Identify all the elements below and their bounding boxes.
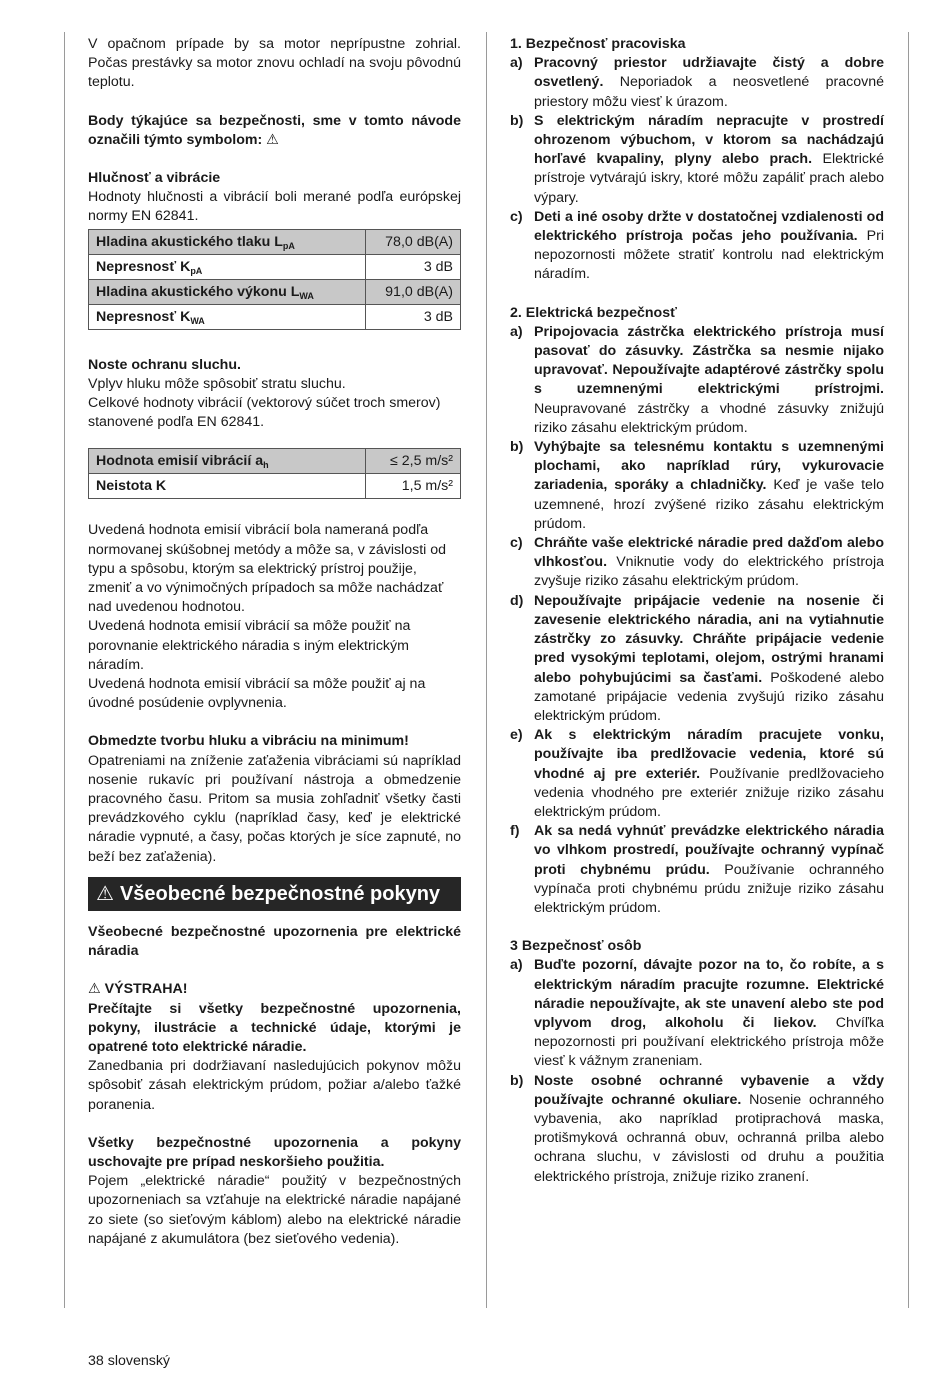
spec-value: 3 dB bbox=[366, 254, 461, 279]
list-marker: b) bbox=[510, 439, 524, 456]
table-row bbox=[89, 449, 461, 474]
list-item: a) Buďte pozorní, dávajte pozor na to, čo robíte, a s elektrickým náradím pracujte rozumne. Elektrické náradie nepoužívajte, ak ste unavení alebo ste pod vplyvom drog, alkoholu či liekov. Chvíľka nepozornosti pri používaní elektrického prístroja môže viesť k vážnym zraneniam. bbox=[510, 957, 884, 1070]
table-row bbox=[89, 279, 461, 304]
list-marker: a) bbox=[510, 55, 523, 72]
banner-title: Všeobecné bezpečnostné pokyny bbox=[119, 882, 441, 905]
list-marker: e) bbox=[510, 727, 523, 744]
spec-value: 1,5 m/s² bbox=[366, 474, 461, 499]
section-heading: 2. Elektrická bezpečnosť bbox=[510, 304, 677, 321]
list-item: b) S elektrickým náradím nepracujte v prostredí ohrozenom výbuchom, v ktorom sa nachádzajú horľavé kvapaliny, plyny alebo prach. Elektrické prístroje vytvárajú iskry, ktoré môžu zapáliť prach alebo výpary. bbox=[510, 112, 884, 206]
spec-label: Neistota K bbox=[89, 474, 366, 499]
left-margin-rule bbox=[64, 32, 65, 1308]
keep-instructions-text: Pojem „elektrické náradie“ použitý v bezpečnostných upozorneniach sa vzťahuje na elektrické náradie napájané zo siete (so sieťovým káblom) alebo na elektrické náradie napájané z akumulátora (bez sieťového vedenia). bbox=[88, 1173, 461, 1247]
left-column bbox=[88, 35, 461, 1249]
list-marker: c) bbox=[510, 208, 523, 225]
list-marker: b) bbox=[510, 1072, 524, 1089]
section-heading: 1. Bezpečnosť pracoviska bbox=[510, 36, 686, 52]
spec-label: Nepresnosť $K_{pA}$ bbox=[89, 254, 366, 279]
warning-bold: Prečítajte si všetky bezpečnostné upozornenia, pokyny, ilustrácie a technické údaje, ktorými je opatrené toto elektrické náradie. bbox=[88, 1000, 461, 1055]
general-heading: Všeobecné bezpečnostné upozornenia pre elektrické náradia bbox=[88, 923, 461, 960]
noise-heading: Hlučnosť a vibrácie bbox=[88, 170, 221, 187]
spec-value: 91,0 dB(A) bbox=[366, 279, 461, 304]
list-item: c) Chráňte vaše elektrické náradie pred dažďom alebo vlhkosťou. Vniknutie vody do elektrického prístroja zvyšuje riziko zásahu elektrickým prúdom. bbox=[510, 535, 884, 590]
right-column bbox=[510, 35, 884, 1187]
hearing-heading: Noste ochranu sluchu. bbox=[88, 356, 241, 373]
list-item: e) Ak s elektrickým náradím pracujete vonku, používajte iba predlžovacie vedenia, ktoré sú vhodné aj pre exteriér. Používanie predlžovacieho vedenia vhodného pre exteriér znižuje riziko zásahu elektrickým prúdom. bbox=[510, 727, 884, 820]
vibration-text-1: Uvedená hodnota emisií vibrácií bola nameraná podľa normovanej skúšobnej metódy a môže sa, v závislosti od typu a spôsobu, ktorým sa elektrický prístroj použije, zmeniť a vo výnimočných prípadoch sa môže nachádzať nad uvedenou hodnotou. bbox=[88, 522, 447, 616]
spec-label: Hodnota emisií vibrácií $a_h$ bbox=[89, 449, 366, 474]
table-row bbox=[89, 304, 461, 329]
spec-value: 3 dB bbox=[366, 304, 461, 329]
list-marker: c) bbox=[510, 535, 523, 552]
noise-table bbox=[88, 229, 461, 330]
list-item: d) Nepoužívajte pripájacie vedenie na nosenie či zavesenie elektrického náradia, ani na vytiahnutie zástrčky zo zásuvky. Chráňte pripájacie vedenie pred vysokými teplotami, olejom, ostrými hranami alebo pohybujúcimi sa časťami. Poškodené alebo zamotané pripájacie vedenia zvyšujú riziko zásahu elektrickým prúdom. bbox=[510, 592, 884, 724]
section-heading: 3 Bezpečnosť osôb bbox=[510, 938, 642, 955]
list-item: a) Pripojovacia zástrčka elektrického prístroja musí pasovať do zásuvky. Zástrčka sa nesmie nijako upravovať. Nepoužívajte adaptérové zástrčky spolu s uzemnenými elektrickými prístrojmi. Neupravované zástrčky a vhodné zásuvky znižujú riziko zásahu elektrickým prúdom. bbox=[510, 323, 884, 436]
warning-triangle-icon: ⚠ bbox=[96, 882, 114, 905]
spec-label: Hladina akustického výkonu $L_{WA}$ bbox=[89, 279, 366, 304]
intro-paragraph: V opačnom prípade by sa motor neprípustne zohrial. Počas prestávky sa motor znovu ochladí na svoju pôvodnú teplotu. bbox=[88, 36, 461, 91]
vibration-intro: Celkové hodnoty vibrácií (vektorový súčet troch smerov) stanovené podľa EN 62841. bbox=[88, 395, 441, 431]
minimize-text: Opatreniami na zníženie zaťaženia vibráciami sú napríklad nosenie rukavíc pri používaní nástroja a obmedzenie pracovného času. Pritom sa musia zohľadniť všetky časti prevádzkového cyklu (napríklad časy, keď je elektrické náradie vypnuté, a časy, počas ktorých je síce zapnuté, no beží bez zaťaženia). bbox=[88, 752, 461, 865]
spec-label: Hladina akustického tlaku $L_{pA}$ bbox=[89, 229, 366, 254]
spec-label: Nepresnosť $K_{WA}$ bbox=[89, 304, 366, 329]
right-margin-rule bbox=[908, 32, 909, 1308]
section-banner bbox=[88, 877, 461, 911]
list-item: c) Deti a iné osoby držte v dostatočnej vzdialenosti od elektrického prístroja počas jeho používania. Pri nepozornosti môžete stratiť kontrolu nad elektrickým náradím. bbox=[510, 208, 885, 283]
list-marker: a) bbox=[510, 323, 523, 340]
minimize-heading: Obmedzte tvorbu hluku a vibráciu na minimum! bbox=[88, 733, 409, 750]
list-marker: d) bbox=[510, 592, 524, 609]
hearing-text: Vplyv hluku môže spôsobiť stratu sluchu. bbox=[88, 375, 346, 392]
list-item: b) Vyhýbajte sa telesnému kontaktu s uzemnenými plochami, ako napríklad rúry, vykurovacie zariadenia, sporáky a chladničky. Keď je vaše telo uzemnené, hrozí zvýšené riziko zásahu elektrickým prúdom. bbox=[510, 439, 884, 532]
column-divider-rule bbox=[486, 32, 487, 1308]
page-footer: 38 slovenský bbox=[88, 1353, 171, 1369]
noise-text: Hodnoty hlučnosti a vibrácií boli merané podľa európskej normy EN 62841. bbox=[88, 189, 461, 225]
table-row bbox=[89, 229, 461, 254]
vibration-text-2: Uvedená hodnota emisií vibrácií sa môže použiť na porovnanie elektrického náradia s iným elektrickým náradím. bbox=[88, 618, 411, 673]
list-item: f) Ak sa nedá vyhnúť prevádzke elektrického náradia vo vlhkom prostredí, používajte ochranný vypínač proti chybnému prúdu. Používanie ochranného vypínača proti chybnému prúdu znižuje riziko zásahu elektrickým prúdom. bbox=[510, 823, 884, 916]
list-marker: a) bbox=[510, 957, 523, 974]
list-marker: f) bbox=[510, 823, 520, 840]
symbol-note: Body týkajúce sa bezpečnosti, sme v tomto návode označili týmto symbolom: ⚠ bbox=[88, 112, 461, 148]
warning-text: Zanedbania pri dodržiavaní nasledujúcich pokynov môžu spôsobiť zásah elektrickým prúdom, požiar a/alebo ťažké poranenia. bbox=[88, 1058, 461, 1113]
vibration-table bbox=[88, 448, 461, 499]
warning-title: ⚠ VÝSTRAHA! bbox=[88, 981, 188, 998]
spec-value: ≤ 2,5 m/s² bbox=[366, 449, 461, 474]
keep-instructions-bold: Všetky bezpečnostné upozornenia a pokyny uschovajte pre prípad neskoršieho použitia. bbox=[88, 1134, 461, 1170]
list-item: a) Pracovný priestor udržiavajte čistý a dobre osvetlený. Neporiadok a neosvetlené pracovné priestory môžu viesť k úrazom. bbox=[510, 55, 884, 110]
list-item: b) Noste osobné ochranné vybavenie a vždy používajte ochranné okuliare. Nosenie ochranného vybavenia, ako napríklad protiprachová maska, protišmyková ochranná obuv, ochranná prilba alebo ochrana sluchu, v závislosti od druhu a použitia elektrického prístroja, znižuje riziko zranení. bbox=[510, 1072, 884, 1185]
vibration-text-3: Uvedená hodnota emisií vibrácií sa môže použiť aj na úvodné posúdenie ovplyvnenia. bbox=[88, 676, 426, 712]
spec-value: 78,0 dB(A) bbox=[366, 229, 461, 254]
list-marker: b) bbox=[510, 112, 524, 129]
table-row bbox=[89, 474, 461, 499]
table-row bbox=[89, 254, 461, 279]
